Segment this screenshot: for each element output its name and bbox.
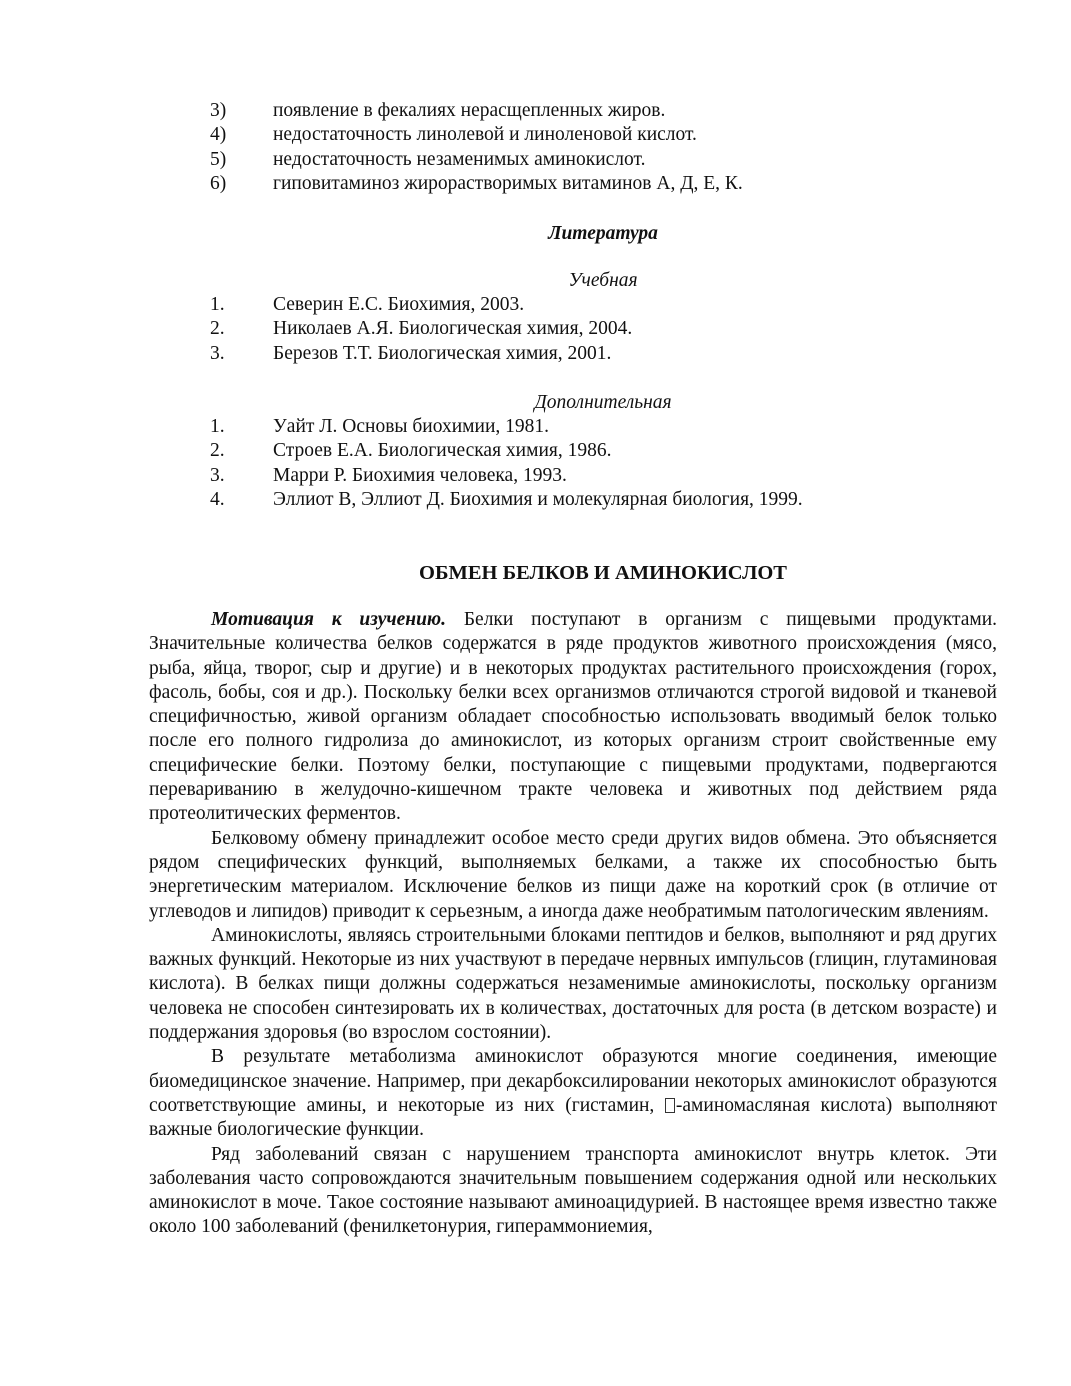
missing-glyph-icon xyxy=(665,1098,675,1113)
list-number: 2. xyxy=(210,440,225,462)
list-text: Марри Р. Биохимия человека, 1993. xyxy=(273,464,567,486)
list-text: Эллиот В, Эллиот Д. Биохимия и молекулярная биология, 1999. xyxy=(273,488,803,510)
list-text: гиповитаминоз жирорастворимых витаминов А, Д, Е, К. xyxy=(273,172,743,194)
primary-literature-list xyxy=(210,293,910,366)
additional-literature-heading: Дополнительная xyxy=(534,392,672,413)
top-list xyxy=(210,99,910,196)
list-item xyxy=(210,317,910,341)
list-text: появление в фекалиях нерасщепленных жиров. xyxy=(273,100,666,121)
list-number: 5) xyxy=(210,148,227,170)
list-item xyxy=(210,342,910,366)
paragraph-motivation xyxy=(149,608,997,827)
paragraph xyxy=(149,1045,997,1142)
list-item xyxy=(210,123,910,147)
list-item xyxy=(210,293,910,317)
list-number: 1. xyxy=(210,416,225,437)
list-number: 6) xyxy=(210,172,227,194)
list-item xyxy=(210,488,910,512)
list-text: Северин Е.С. Биохимия, 2003. xyxy=(273,294,525,315)
list-text: недостаточность линолевой и линоленовой кислот. xyxy=(273,124,697,146)
list-text: недостаточность незаменимых аминокислот. xyxy=(273,148,646,170)
list-text: Уайт Л. Основы биохимии, 1981. xyxy=(273,416,550,437)
list-item xyxy=(210,99,910,123)
list-number: 3. xyxy=(210,342,225,364)
paragraph-text: Белки поступают в организм с пищевыми продуктами. Значительные количества белков содержатся в ряде продуктов животного происхождения (мясо, рыба, яйца, творог, сыр и другие) и в некоторых продуктах растительного происхождения (горох, фасоль, бобы, соя и др.). Поскольку белки всех организмов отличаются строгой видовой и тканевой специфичностью, живой организм обладает способностью использовать вводимый белок только после его полного гидролиза до аминокислот, из которых организм строит свойственные ему специфические белки. Поэтому белки, поступающие с пищевыми продуктами, подвергаются перевариванию в желудочно-кишечном тракте человека и животных под действием ряда протеолитических ферментов. xyxy=(149,609,998,825)
list-number: 4) xyxy=(210,124,227,146)
list-item xyxy=(210,439,910,463)
list-number: 3) xyxy=(210,100,227,121)
list-number: 4. xyxy=(210,488,225,510)
list-item xyxy=(210,464,910,488)
list-number: 1. xyxy=(210,294,225,315)
list-text: Строев Е.А. Биологическая химия, 1986. xyxy=(273,440,612,462)
primary-literature-heading: Учебная xyxy=(568,270,638,291)
paragraph: Ряд заболеваний связан с нарушением транспорта аминокислот внутрь клеток. Эти заболевания часто сопровождаются значительным повышением содержания одной или нескольких аминокислот в моче. Такое состояние называют аминоацидурией. В настоящее время известно также около 100 заболеваний (фенилкетонурия, гипераммониемия, xyxy=(149,1143,997,1238)
literature-title: Литература xyxy=(548,223,658,244)
additional-literature-list xyxy=(210,415,910,512)
paragraph-text: -аминомасляная кислота) выполняют важные биологические функции. xyxy=(149,1094,998,1141)
list-text: Николаев А.Я. Биологическая химия, 2004. xyxy=(273,318,633,340)
list-number: 2. xyxy=(210,318,225,340)
list-item xyxy=(210,415,910,439)
section-body xyxy=(149,608,997,1240)
list-item xyxy=(210,172,910,196)
list-text: Березов Т.Т. Биологическая химия, 2001. xyxy=(273,342,612,364)
paragraph-text: В результате метаболизма аминокислот образуются многие соединения, имеющие биомедицинское значение. Например, при декарбоксилировании некоторых аминокислот образуются соответствующие амины, и некоторые из них (гистамин, xyxy=(149,1046,997,1116)
paragraph: Аминокислоты, являясь строительными блоками пептидов и белков, выполняют и ряд других важных функций. Некоторые из них участвуют в передаче нервных импульсов (глицин, глутаминовая кислота). В белках пищи должны содержаться незаменимые аминокислоты, поскольку организм человека не способен синтезировать их в количествах, достаточных для роста (в детском возрасте) и поддержания здоровья (во взрослом состоянии). xyxy=(149,924,997,1044)
list-number: 3. xyxy=(210,464,225,486)
paragraph: Белковому обмену принадлежит особое место среди других видов обмена. Это объясняется рядом специфических функций, выполняемых белками, а также их способностью быть энергетическим материалом. Исключение белков из пищи даже на короткий срок (в отличие от углеводов и липидов) приводит к серьезным, а иногда даже необратимым патологическим явлениям. xyxy=(149,827,997,922)
section-title: ОБМЕН БЕЛКОВ И АМИНОКИСЛОТ xyxy=(419,562,787,584)
list-item xyxy=(210,148,910,172)
motivation-lead: Мотивация к изучению. xyxy=(211,609,447,630)
